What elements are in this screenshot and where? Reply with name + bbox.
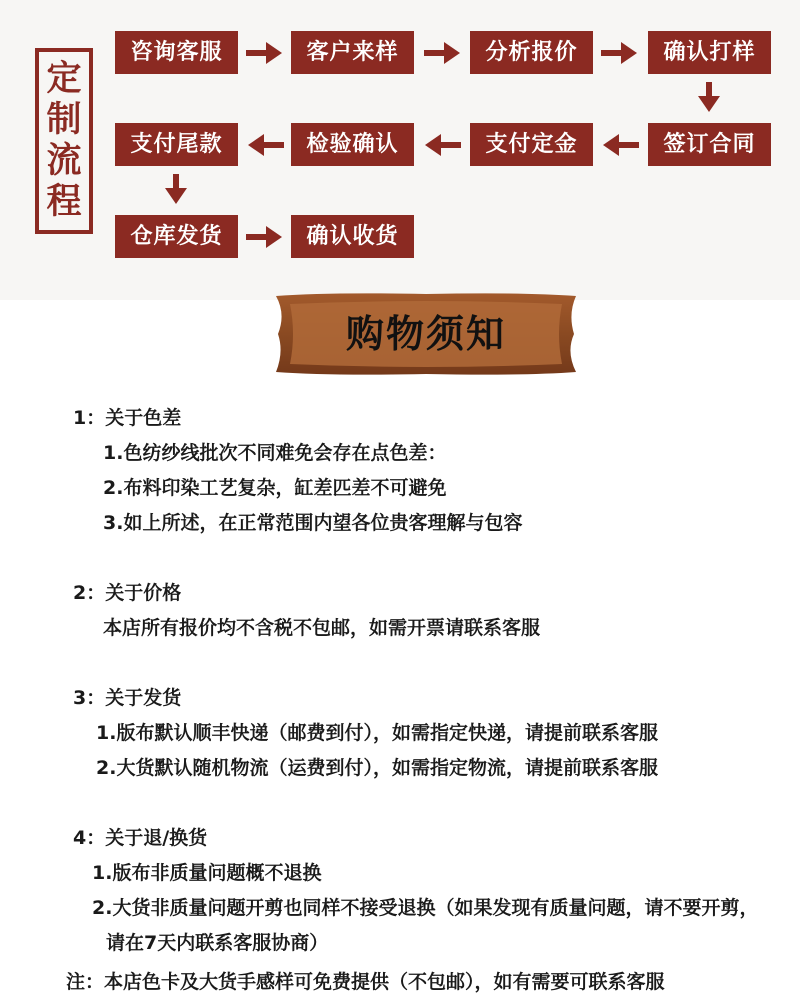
section-heading: 2：关于价格 <box>73 582 182 604</box>
banner-title: 购物须知 <box>345 312 506 356</box>
step-pay-balance: 支付尾款 <box>115 123 238 166</box>
notice-item: 1.色纺纱线批次不同难免会存在点色差： <box>103 442 447 464</box>
process-title-char: 定 <box>46 59 82 99</box>
step-ship: 仓库发货 <box>115 215 238 258</box>
section-heading: 4：关于退/换货 <box>73 827 208 849</box>
arrow-right-icon <box>246 226 282 248</box>
step-consult: 咨询客服 <box>115 31 238 74</box>
notice-item: 2.大货非质量问题开剪也同样不接受退换（如果发现有质量问题，请不要开剪， <box>92 897 759 919</box>
footnote: 注：本店色卡及大货手感样可免费提供（不包邮），如有需要可联系客服 <box>66 971 665 993</box>
step-pay-deposit: 支付定金 <box>470 123 593 166</box>
arrow-right-icon <box>424 42 460 64</box>
arrow-left-icon <box>425 134 461 156</box>
arrow-right-icon <box>246 42 282 64</box>
process-title-char: 程 <box>46 182 82 222</box>
section-heading: 1：关于色差 <box>73 407 182 429</box>
step-confirm-proof: 确认打样 <box>648 31 771 74</box>
notice-item: 2.布料印染工艺复杂，缸差匹差不可避免 <box>103 477 447 499</box>
step-inspect: 检验确认 <box>291 123 414 166</box>
section-heading: 3：关于发货 <box>73 687 182 709</box>
step-receive: 确认收货 <box>291 215 414 258</box>
arrow-down-icon <box>698 82 720 112</box>
process-title-char: 流 <box>46 141 82 181</box>
notice-item: 1.版布非质量问题概不退换 <box>92 862 322 884</box>
step-sample: 客户来样 <box>291 31 414 74</box>
arrow-down-icon <box>165 174 187 204</box>
arrow-right-icon <box>601 42 637 64</box>
arrow-left-icon <box>248 134 284 156</box>
step-quote: 分析报价 <box>470 31 593 74</box>
notice-item: 请在7天内联系客服协商） <box>106 932 329 954</box>
arrow-left-icon <box>603 134 639 156</box>
notice-item: 1.版布默认顺丰快递（邮费到付），如需指定快递，请提前联系客服 <box>96 722 658 744</box>
notice-item: 2.大货默认随机物流（运费到付），如需指定物流，请提前联系客服 <box>96 757 658 779</box>
process-title-char: 制 <box>46 100 82 140</box>
process-title-box <box>35 48 93 234</box>
step-sign-contract: 签订合同 <box>648 123 771 166</box>
notice-item: 本店所有报价均不含税不包邮，如需开票请联系客服 <box>103 617 541 639</box>
notice-item: 3.如上所述，在正常范围内望各位贵客理解与包容 <box>103 512 523 534</box>
